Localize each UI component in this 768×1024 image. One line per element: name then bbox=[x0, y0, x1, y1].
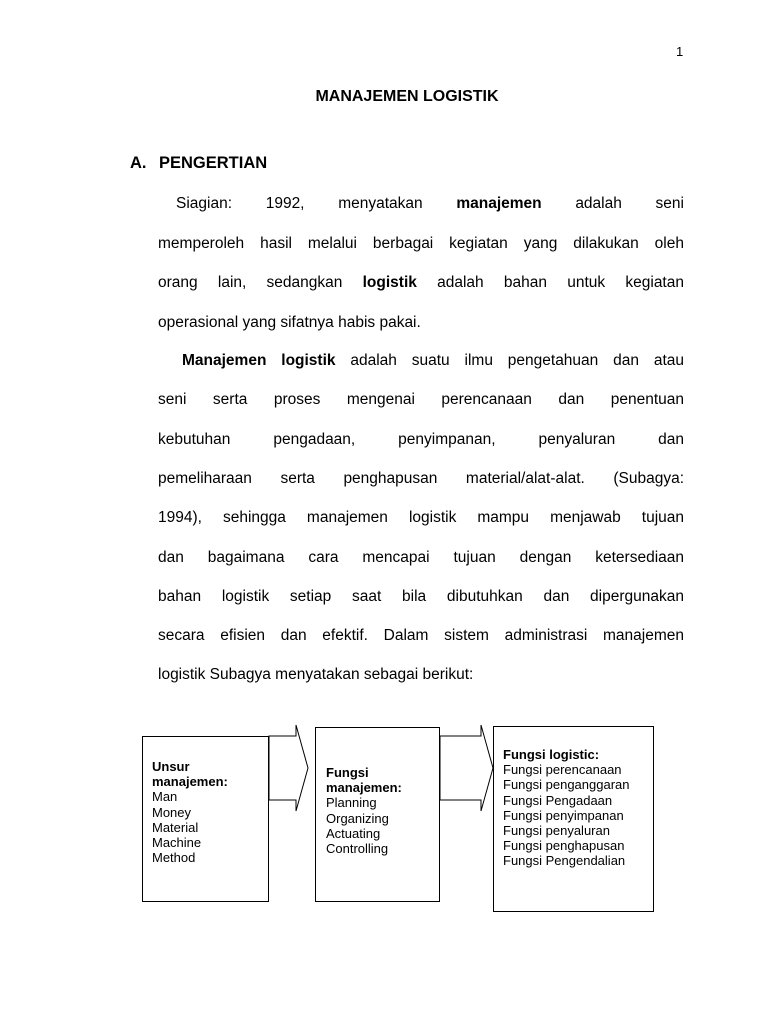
list-item: Man bbox=[152, 789, 178, 805]
list-item: Machine bbox=[152, 835, 202, 851]
list-item: Controlling bbox=[326, 841, 389, 857]
fungsi-manajemen-box bbox=[315, 727, 440, 902]
paragraph-2-line-3: kebutuhan pengadaan, penyimpanan, penyaluran dan bbox=[158, 431, 684, 448]
term-manajemen: manajemen bbox=[456, 195, 542, 212]
list-item: Fungsi penghapusan bbox=[503, 838, 625, 854]
paragraph-2-line-2: seni serta proses mengenai perencanaan dan penentuan bbox=[158, 391, 684, 408]
paragraph-2-line-1: Manajemen logistik adalah suatu ilmu pengetahuan dan atau bbox=[182, 352, 685, 369]
list-item: Fungsi perencanaan bbox=[503, 762, 622, 778]
fungsi-label-line-1: Fungsi bbox=[326, 765, 369, 780]
list-item: Method bbox=[152, 850, 196, 866]
right-arrow-icon bbox=[439, 724, 495, 814]
paragraph-1-line-4: operasional yang sifatnya habis pakai. bbox=[158, 314, 421, 331]
page-number: 1 bbox=[676, 44, 684, 59]
list-item: Fungsi penyaluran bbox=[503, 823, 610, 839]
unsur-label-line-2: manajemen: bbox=[152, 774, 228, 790]
list-item: Money bbox=[152, 804, 192, 820]
unsur-manajemen-box bbox=[142, 736, 269, 902]
list-item: Fungsi Pengadaan bbox=[503, 792, 613, 808]
list-item: Fungsi penyimpanan bbox=[503, 807, 624, 823]
paragraph-2-line-8: secara efisien dan efektif. Dalam sistem administrasi manajemen bbox=[158, 627, 684, 644]
paragraph-2-line-7: bahan logistik setiap saat bila dibutuhkan dan dipergunakan bbox=[158, 588, 684, 605]
term-logistik: logistik bbox=[362, 274, 417, 291]
list-item: Material bbox=[152, 819, 199, 835]
section-heading bbox=[130, 154, 267, 173]
list-item: Fungsi Pengendalian bbox=[503, 853, 626, 869]
section-title: PENGERTIAN bbox=[159, 154, 268, 172]
section-letter: A. bbox=[130, 154, 147, 172]
paragraph-2-line-9: logistik Subagya menyatakan sebagai berikut: bbox=[158, 666, 474, 683]
fungsi-label-line-2: manajemen: bbox=[326, 780, 402, 796]
logistic-label: Fungsi logistic: bbox=[503, 747, 600, 762]
right-arrow-icon bbox=[268, 724, 310, 814]
page-title: MANAJEMEN LOGISTIK bbox=[315, 88, 499, 105]
paragraph-1-line-3: orang lain, sedangkan logistik adalah bahan untuk kegiatan bbox=[158, 274, 684, 291]
paragraph-1-line-1: Siagian: 1992, menyatakan manajemen adalah seni bbox=[176, 195, 684, 212]
list-item: Actuating bbox=[326, 825, 381, 841]
paragraph-2-line-5: 1994), sehingga manajemen logistik mampu menjawab tujuan bbox=[158, 509, 684, 526]
term-manajemen-logistik: Manajemen logistik bbox=[182, 352, 336, 369]
paragraph-1-line-2: memperoleh hasil melalui berbagai kegiatan yang dilakukan oleh bbox=[158, 235, 684, 252]
paragraph-2-line-6: dan bagaimana cara mencapai tujuan dengan ketersediaan bbox=[158, 549, 684, 566]
fungsi-logistic-box bbox=[493, 726, 654, 912]
list-item: Planning bbox=[326, 795, 377, 811]
list-item: Organizing bbox=[326, 810, 389, 826]
unsur-label-line-1: Unsur bbox=[152, 759, 190, 774]
paragraph-2-line-4: pemeliharaan serta penghapusan material/alat-alat. (Subagya: bbox=[158, 470, 684, 487]
list-item: Fungsi penganggaran bbox=[503, 777, 630, 793]
